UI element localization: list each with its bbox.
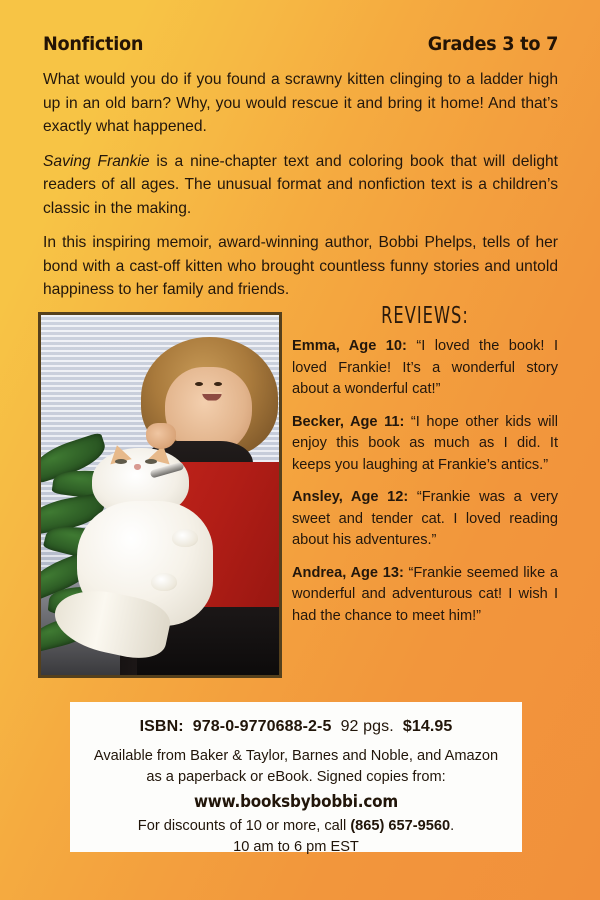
reviews-heading: REVIEWS: [381, 301, 469, 329]
cat-eye-left [115, 459, 127, 464]
isbn-label: ISBN: [139, 718, 184, 735]
review-quote: “Frankie was a very sweet and tender cat. I loved reading about his adventures.” [292, 489, 558, 548]
intro-paragraph-1: What would you do if you found a scrawny kitten clinging to a ladder high up in an old barn? Why, you would rescue it and bring it home! And that’s exactly what happened. [43, 71, 558, 135]
availability-text: Available from Baker & Taylor, Barnes and Noble, and Amazon as a paperback or eBook. Signed copies from: [93, 748, 499, 785]
phone-number[interactable]: (865) 657-9560 [350, 818, 451, 834]
cat-nose [134, 464, 141, 470]
reviewer-name: Ansley, Age 12: [292, 489, 409, 505]
reviewer-name: Becker, Age 11: [292, 413, 405, 430]
header-row [43, 33, 558, 55]
page-count: 92 pgs. [340, 718, 394, 735]
white-cat [74, 448, 222, 650]
discount-line [86, 816, 506, 837]
intro-paragraph-3: In this inspiring memoir, award-winning author, Bobbi Phelps, tells of her bond with a cast-off kitten who brought countless funny stories and untold happiness to her family and friends. [43, 234, 558, 298]
cat-paw-rear [172, 529, 198, 547]
review-quote: “I loved the book! I loved Frankie! It’s a wonderful story about a wonderful cat!” [292, 338, 558, 397]
price: $14.95 [402, 718, 453, 735]
review-item [292, 563, 558, 628]
author-hand [146, 423, 176, 449]
business-hours: 10 am to 6 pm EST [233, 839, 359, 855]
purchase-info-box [70, 702, 522, 855]
reviewer-name: Andrea, Age 13: [292, 564, 404, 581]
author-eye-left [195, 382, 203, 386]
intro-paragraph-2 [43, 150, 558, 221]
review-quote: “Frankie seemed like a wonderful and adventurous cat! I wish I had the chance to meet him!” [292, 564, 558, 624]
genre-label: Nonfiction [43, 33, 144, 55]
website-link[interactable]: www.booksbybobbi.com [193, 792, 399, 811]
review-item [292, 487, 558, 552]
grades-label: Grades 3 to 7 [427, 33, 558, 55]
cat-paw-front [151, 573, 177, 591]
author-photo [41, 315, 279, 675]
author-photo-frame [38, 312, 282, 678]
discount-text: For discounts of 10 or more, call [137, 818, 351, 834]
intro-copy [43, 68, 558, 302]
author-eye-right [214, 382, 222, 386]
reviewer-name: Emma, Age 10: [292, 338, 407, 354]
review-item [292, 336, 558, 401]
isbn-line [86, 714, 506, 739]
cat-eye-right [145, 459, 157, 464]
isbn-value: 978-0-9770688-2-5 [192, 718, 332, 735]
review-item [292, 412, 558, 477]
reviews-section [292, 303, 558, 627]
intro-paragraph-2-rest: is a nine-chapter text and coloring book that will delight readers of all ages. The unusual format and nonfiction text is a children’s classic in the making. [43, 152, 558, 217]
review-quote: “I hope other kids will enjoy this book as much as I did. It keeps you laughing at Frankie’s antics.” [292, 413, 558, 473]
book-title-italic: Saving Frankie [43, 152, 150, 170]
discount-end: . [450, 818, 455, 834]
author-smile [202, 392, 222, 401]
